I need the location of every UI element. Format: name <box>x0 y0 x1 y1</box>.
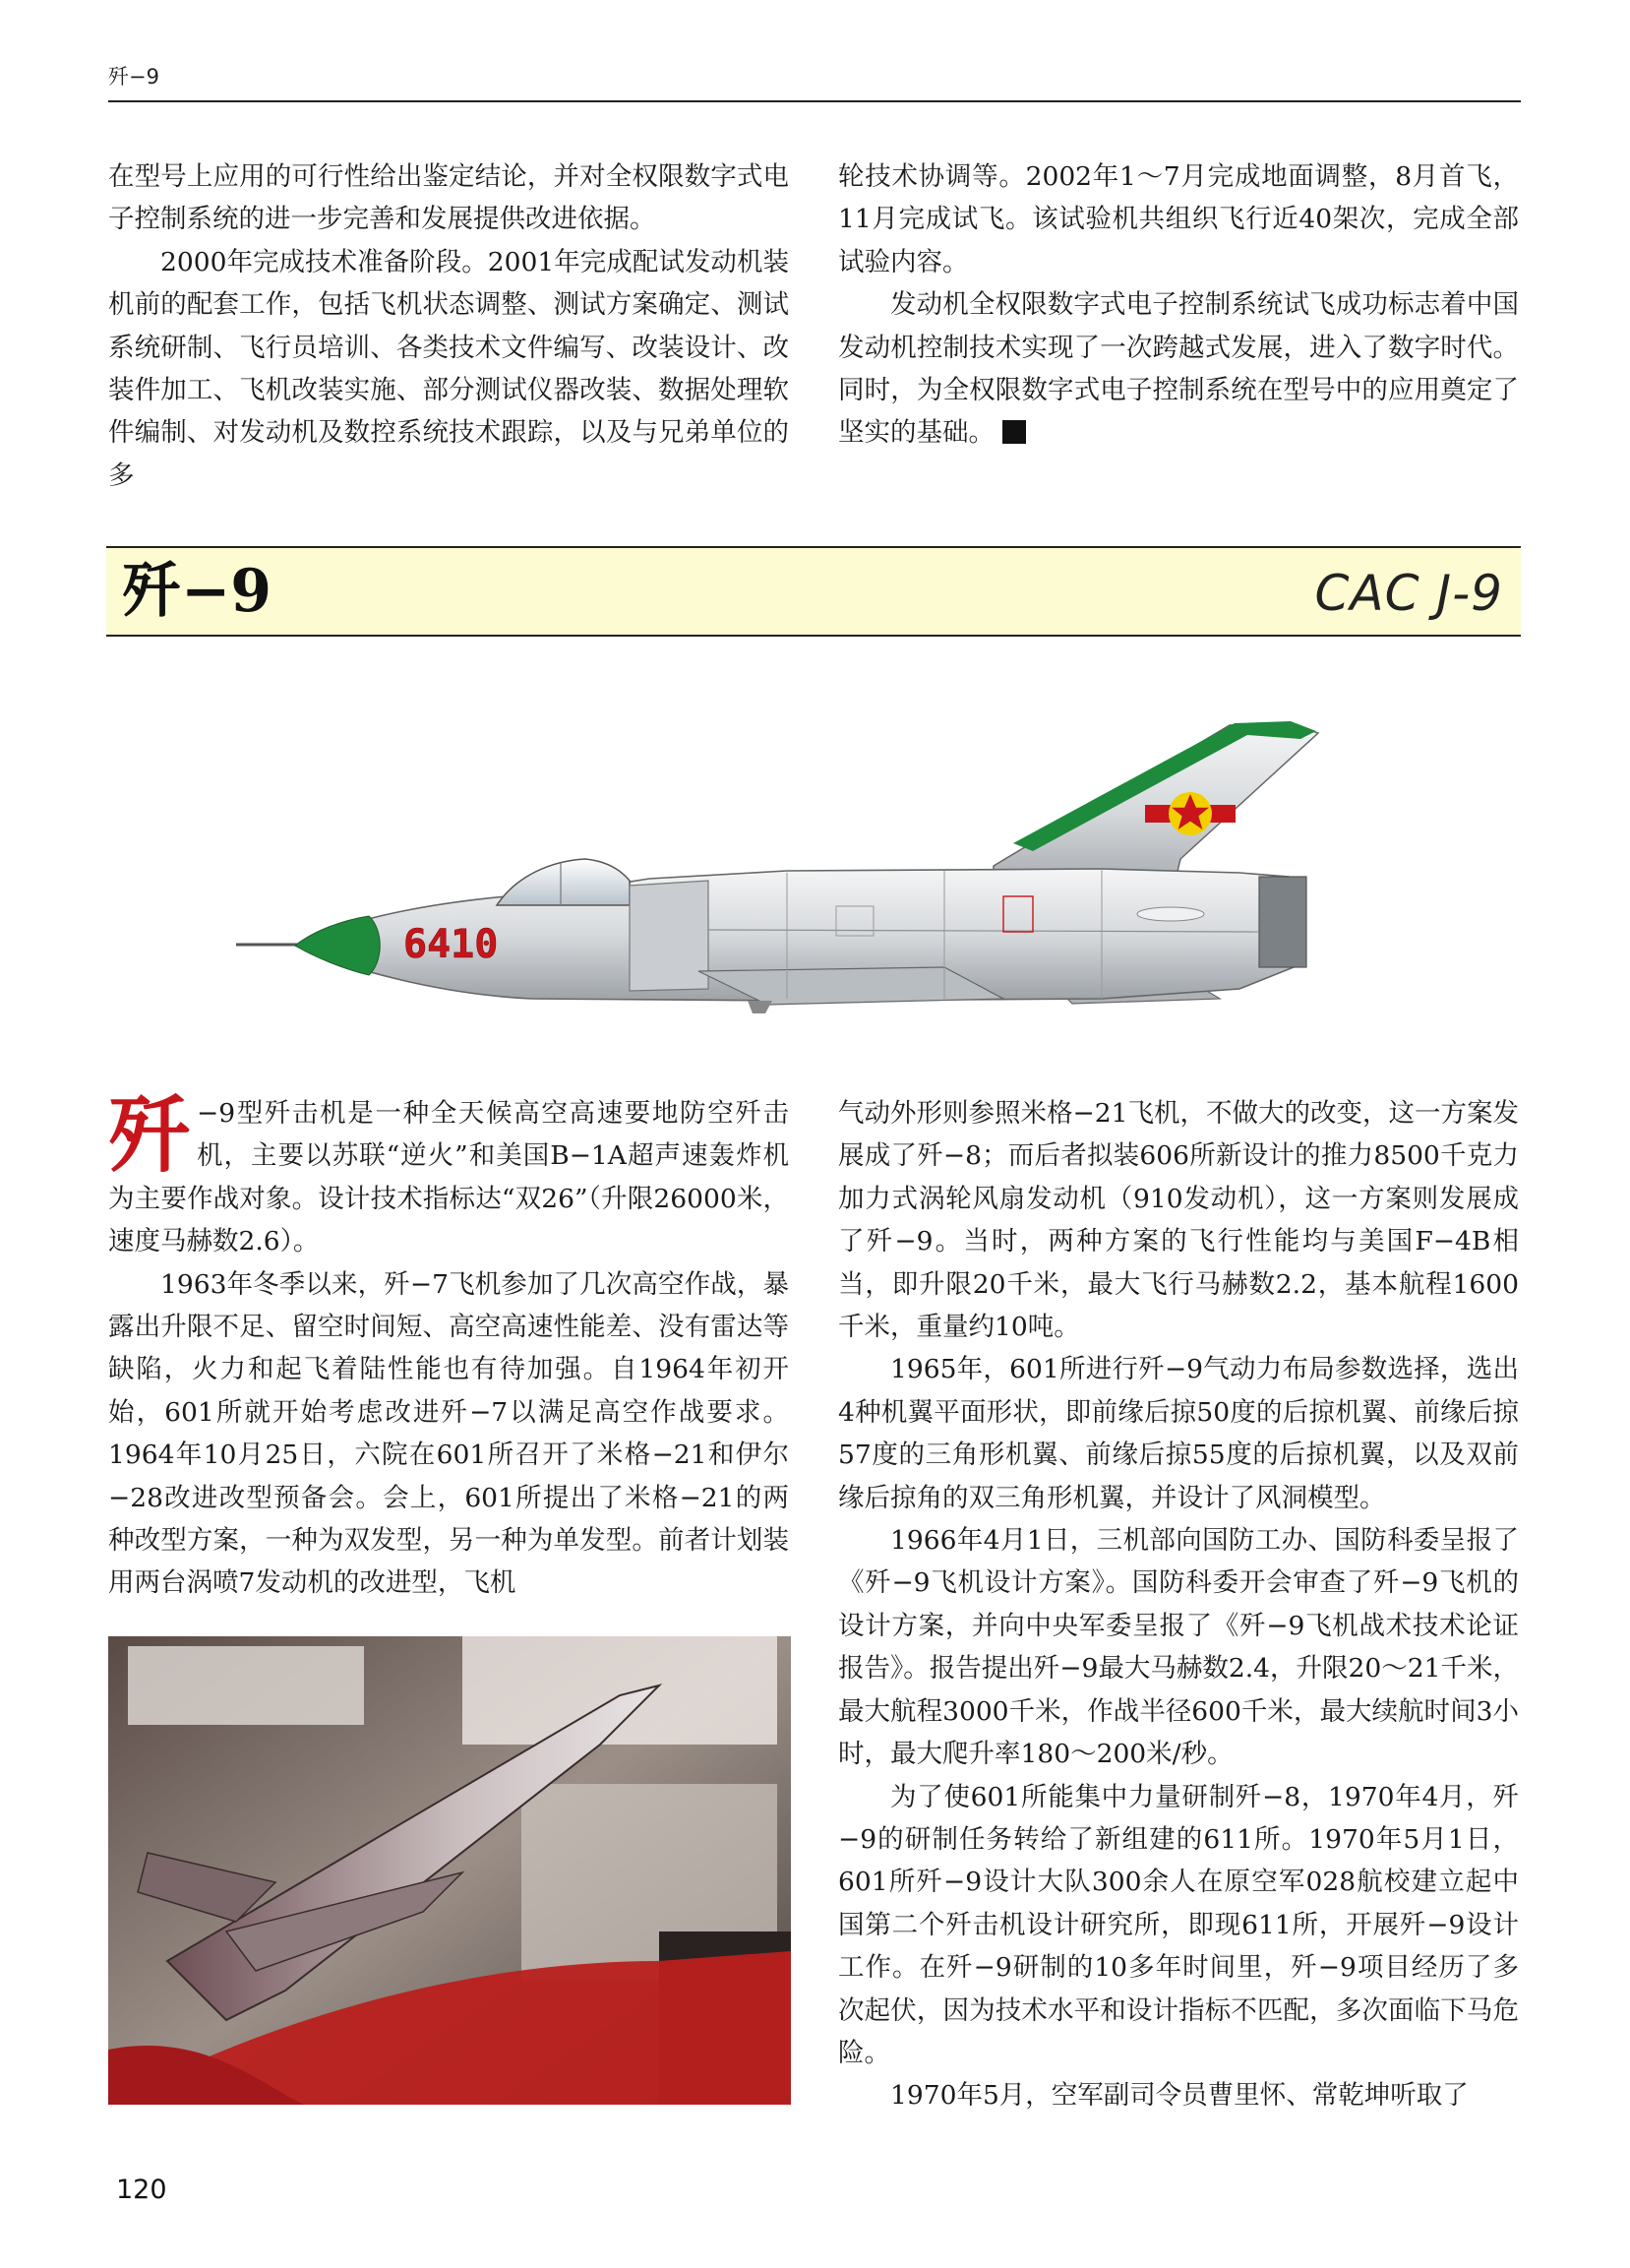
aircraft-model-photo <box>108 1636 791 2105</box>
section-title-chinese: 歼−9 <box>122 557 272 626</box>
canopy <box>497 859 630 905</box>
paragraph: 1963年冬季以来，歼−7飞机参加了几次高空作战，暴露出升限不足、留空时间短、高空高速性能差、没有雷达等缺陷，火力和起飞着陆性能也有待加强。自1964年初开始，601所就开始考虑改进歼−7以满足高空作战要求。1964年10月25日，六院在601所召开了米格−21和伊尔−28改进改型预备会。会上，601所提出了米格−21的两种改型方案，一种为双发型，另一种为单发型。前者计划装用两台涡喷7发动机的改进型，飞机 <box>108 1268 789 1599</box>
body-left-column <box>108 1086 789 1605</box>
paragraph: 1965年，601所进行歼−9气动力布局参数选择，选出4种机翼平面形状，即前缘后掠50度的后掠机翼、前缘后掠57度的三角形机翼、前缘后掠55度的后掠机翼，以及双前缘后掠角的双三角形机翼，并设计了风洞模型。 <box>838 1354 1519 1513</box>
dropcap: 歼 <box>108 1086 192 1184</box>
section-title-band <box>106 546 1521 637</box>
section-title-english: CAC J-9 <box>1314 565 1503 622</box>
paragraph-text: −9型歼击机是一种全天候高空高速要地防空歼击机，主要以苏联“逆火”和美国B−1A超声速轰炸机为主要作战对象。设计技术指标达“双26”（升限26000米，速度马赫数2.6）。 <box>108 1098 789 1257</box>
paragraph <box>108 1086 789 1263</box>
paragraph: 1966年4月1日，三机部向国防工办、国防科委呈报了《歼−9飞机设计方案》。国防科委开会审查了歼−9飞机的设计方案，并向中央军委呈报了《歼−9飞机战术技术论证报告》。报告提出歼−9最大马赫数2.4，升限20～21千米，最大航程3000千米，作战半径600千米，最大续航时间3小时，最大爬升率180～200米/秒。 <box>838 1525 1519 1770</box>
aircraft-serial-number: 6410 <box>403 922 499 967</box>
paragraph <box>838 283 1519 455</box>
paragraph-text: 发动机全权限数字式电子控制系统试飞成功标志着中国发动机控制技术实现了一次跨越式发展，进入了数字时代。同时，为全权限数字式电子控制系统在型号中的应用奠定了坚实的基础。 <box>838 289 1519 449</box>
running-head: 歼−9 <box>108 65 159 89</box>
paragraph: 轮技术协调等。2002年1～7月完成地面调整，8月首飞，11月完成试飞。该试验机共组织飞行近40架次，完成全部试验内容。 <box>838 161 1519 277</box>
paragraph: 为了使601所能集中力量研制歼−8，1970年4月，歼−9的研制任务转给了新组建的611所。1970年5月1日，601所歼−9设计大队300余人在原空军028航校建立起中国第二个歼击机设计研究所，即现611所，开展歼−9设计工作。在歼−9研制的10多年时间里，歼−9项目经历了多次起伏，因为技术水平和设计指标不匹配，多次面临下马危险。 <box>838 1781 1519 2068</box>
paragraph: 2000年完成技术准备阶段。2001年完成配试发动机装机前的配套工作，包括飞机状态调整、测试方案确定、测试系统研制、飞行员培训、各类技术文件编写、改装设计、改装件加工、飞机改装实施、部分测试仪器改装、数据处理软件编制、对发动机及数控系统技术跟踪，以及与兄弟单位的多 <box>108 246 789 491</box>
end-mark-icon <box>1002 420 1026 444</box>
aircraft-side-view-illustration <box>236 704 1515 1028</box>
paragraph: 1970年5月，空军副司令员曹里怀、常乾坤听取了 <box>890 2080 1469 2112</box>
nose-cone <box>295 916 380 975</box>
exhaust-nozzle <box>1259 877 1306 967</box>
body-right-column <box>838 1092 1519 2117</box>
page-number: 120 <box>116 2175 167 2205</box>
top-right-column <box>838 155 1519 455</box>
paragraph: 在型号上应用的可行性给出鉴定结论，并对全权限数字式电子控制系统的进一步完善和发展提供改进依据。 <box>108 161 789 235</box>
top-left-column <box>108 155 789 497</box>
paragraph: 气动外形则参照米格−21飞机，不做大的改变，这一方案发展成了歼−8；而后者拟装606所新设计的推力8500千克力加力式涡轮风扇发动机（910发动机），这一方案则发展成了歼−9。当时，两种方案的飞行性能均与美国F−4B相当，即升限20千米，最大飞行马赫数2.2，基本航程1600千米，重量约10吨。 <box>838 1098 1519 1343</box>
header-rule <box>108 100 1521 102</box>
